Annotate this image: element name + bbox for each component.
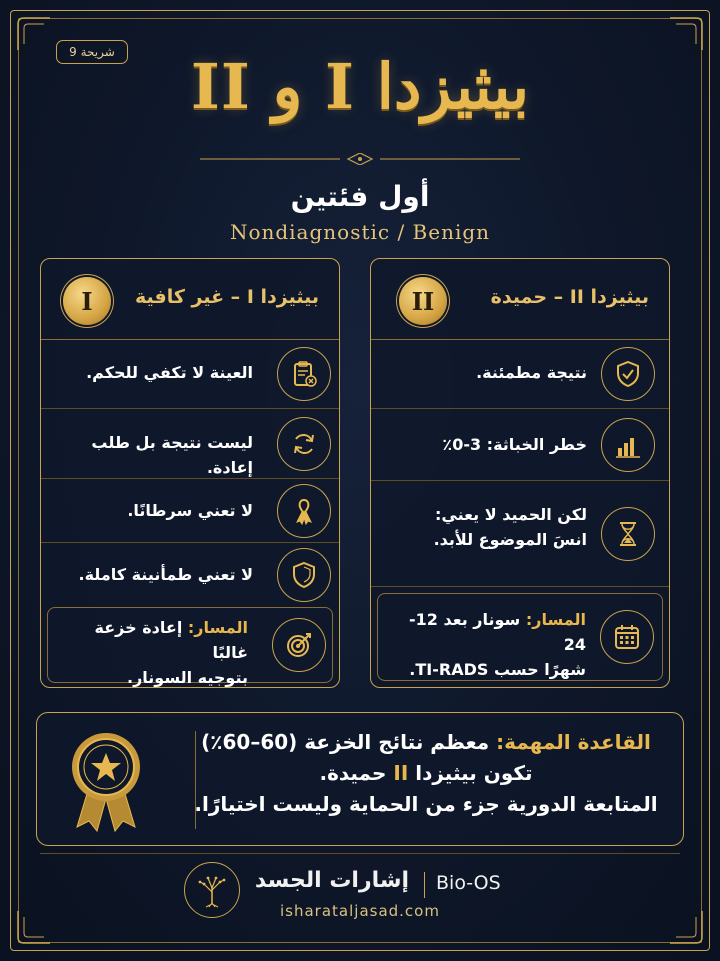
row-text-line: لكن الحميد لا يعني: (434, 505, 587, 524)
rule-label: القاعدة المهمة: (496, 730, 651, 754)
row-text: لا تعني سرطانًا. (127, 501, 253, 520)
list-item (41, 543, 339, 607)
rule-line: تكون بيثيزدا (415, 761, 533, 785)
rule-line: حميدة. (319, 761, 387, 785)
clipboard-x-icon (277, 347, 331, 401)
subtitle-arabic: أول فئتين (290, 180, 430, 213)
website-link[interactable]: isharataljasad.com (280, 902, 440, 920)
rule-line: المتابعة الدورية جزء من الحماية وليست اختيارًا. (194, 792, 658, 816)
corner-ornament-icon (666, 14, 706, 54)
subtitle-english: Nondiagnostic / Benign (229, 220, 491, 244)
list-item (41, 339, 339, 409)
brand-divider (424, 872, 425, 898)
path-line: سونار بعد 12-24 (408, 610, 586, 654)
brand-name-english: Bio-OS (436, 872, 501, 894)
path-label: المسار: (187, 618, 248, 637)
path-box (47, 607, 333, 687)
list-item (41, 409, 339, 479)
bethesda-ii-card (370, 258, 670, 688)
card-title: بيثيزدا I – غير كافية (135, 286, 319, 308)
rule-numeral: II (393, 761, 409, 785)
path-line: بتوجيه السونار. (126, 667, 248, 687)
row-text: ليست نتيجة بل طلب إعادة. (91, 433, 253, 477)
path-box (377, 593, 663, 681)
row-text (381, 503, 587, 553)
row-text: لا تعني طمأنينة كاملة. (78, 565, 253, 584)
row-text-line: انسَ الموضوع للأبد. (433, 529, 587, 549)
important-rule-box (36, 712, 684, 846)
bar-chart-icon (601, 418, 655, 472)
page-title: بيثيزدا I و II (190, 50, 530, 123)
numeral-badge: II (399, 277, 447, 325)
list-item (371, 339, 669, 409)
shield-check-icon (601, 347, 655, 401)
row-text: خطر الخباثة: 3-0٪ (442, 435, 587, 454)
shield-icon (277, 548, 331, 602)
numeral-badge: I (63, 277, 111, 325)
path-text (388, 608, 586, 682)
medal-icon (65, 729, 147, 833)
row-text: العينة لا تكفي للحكم. (86, 363, 253, 382)
ribbon-icon (277, 484, 331, 538)
refresh-icon (277, 417, 331, 471)
list-item (41, 479, 339, 543)
rule-line: معظم نتائج الخزعة (60–60٪) (201, 730, 490, 754)
path-label: المسار: (525, 610, 586, 629)
title-divider-icon (200, 150, 520, 162)
path-text (54, 616, 248, 690)
rule-text (191, 727, 661, 820)
list-item (371, 481, 669, 587)
footer-divider (40, 853, 680, 854)
hourglass-icon (601, 507, 655, 561)
corner-ornament-icon (14, 14, 54, 54)
target-icon (272, 618, 326, 672)
path-line: إعادة خزعة غالبًا (94, 618, 248, 662)
slide-number-badge: شريحة 9 (56, 40, 128, 64)
list-item (371, 409, 669, 481)
row-text: نتيجة مطمئنة. (476, 363, 587, 382)
bethesda-i-card (40, 258, 340, 688)
card-title: بيثيزدا II – حميدة (490, 286, 649, 308)
brand-name-arabic: إشارات الجسد (254, 868, 410, 893)
card-header (41, 259, 339, 340)
card-header (371, 259, 669, 340)
path-line: شهرًا حسب TI-RADS. (409, 659, 586, 679)
calendar-icon (600, 610, 654, 664)
